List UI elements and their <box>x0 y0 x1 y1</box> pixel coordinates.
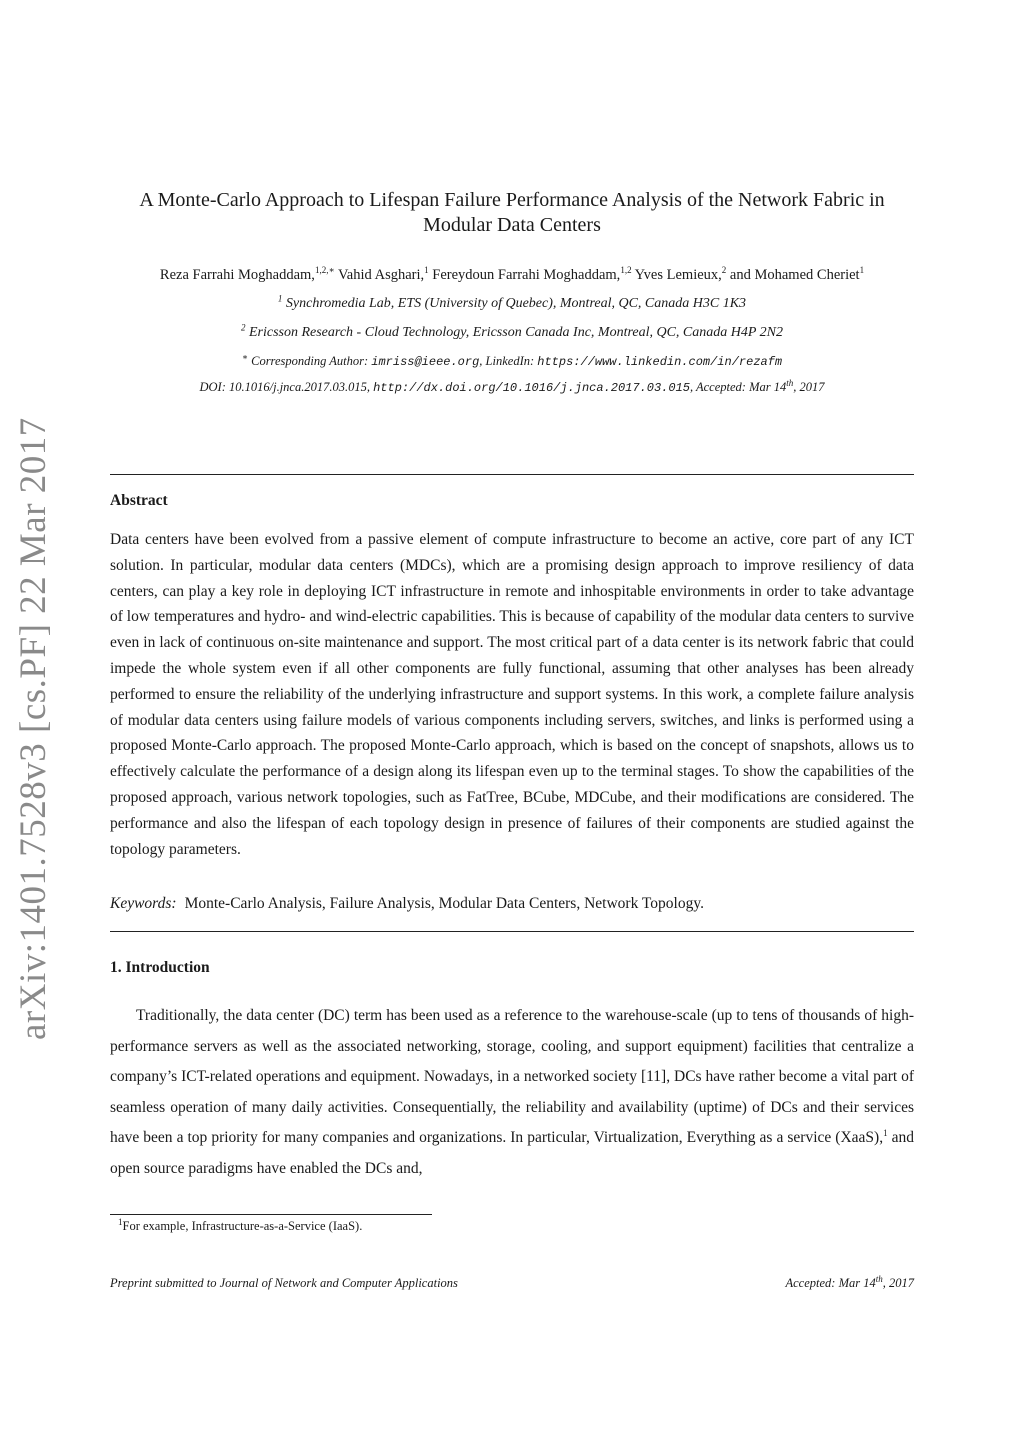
corresponding-sup: ∗ <box>241 351 248 362</box>
linkedin-label: , LinkedIn: <box>479 354 535 368</box>
author-name: Yves Lemieux, <box>634 267 722 283</box>
affiliation-text: Synchromedia Lab, ETS (University of Quebec), Montreal, QC, Canada H3C 1K3 <box>285 296 747 311</box>
author-affil-sup: 1 <box>859 265 865 276</box>
introduction-paragraph <box>110 1001 914 1185</box>
paper-title: A Monte-Carlo Approach to Lifespan Failure Performance Analysis of the Network Fabric in Modular Data Centers <box>139 189 885 236</box>
footnote-text: For example, Infrastructure-as-a-Service (IaaS). <box>122 1219 363 1233</box>
intro-text: Traditionally, the data center (DC) term has been used as a reference to the warehouse-scale (up to tens of thousands of high-performance servers as well as the associated networking, storage, cooling, and support equipment) facilities that centralize a company’s ICT-related operations and equipment. Nowadays, in a networked society [11], DCs have rather become a vital part of seamless operation of many daily activities. Consequentially, the reliability and availability (uptime) of DCs and their services have been a top priority for many companies and organizations. In particular, Virtualization, Everything as a service (XaaS), <box>110 1007 914 1147</box>
author-affil-sup: 2 <box>721 265 727 276</box>
doi-accepted: , Accepted: Mar 14 <box>689 380 787 394</box>
keywords <box>110 895 914 913</box>
arxiv-stamp: arXiv:1401.7528v3 [cs.PF] 22 Mar 2017 <box>13 417 54 1040</box>
intro-text-continued: and open source paradigms have enabled the DCs and, <box>110 1129 914 1177</box>
keywords-label: Keywords: <box>110 895 177 912</box>
author-name: Vahid Asghari, <box>337 267 425 283</box>
footer-accepted-suffix: , 2017 <box>882 1276 914 1290</box>
doi-prefix: DOI: 10.1016/j.jnca.2017.03.015, <box>199 380 370 394</box>
doi-line <box>110 377 914 395</box>
footer-accepted <box>785 1273 914 1291</box>
corresponding-author <box>110 351 914 369</box>
footer-accepted-prefix: Accepted: Mar 14 <box>785 1276 876 1290</box>
author-affil-sup: 1,2 <box>620 265 632 276</box>
author-name: Fereydoun Farrahi Moghaddam, <box>432 267 621 283</box>
doi-year: , 2017 <box>793 380 825 394</box>
footnote-rule <box>110 1214 432 1215</box>
linkedin-link[interactable]: https://www.linkedin.com/in/rezafm <box>537 355 783 369</box>
abstract-bottom-rule <box>110 931 914 932</box>
author-affil-sup: 1 <box>424 265 429 276</box>
author-affil-sup: 1,2,∗ <box>314 265 335 276</box>
corresponding-label: Corresponding Author: <box>251 354 369 368</box>
abstract-heading: Abstract <box>110 492 168 509</box>
footnote-marker[interactable]: 1 <box>883 1128 888 1139</box>
email-link[interactable]: imriss@ieee.org <box>371 355 480 369</box>
footer-journal: Preprint submitted to Journal of Network and Computer Applications <box>110 1276 458 1290</box>
affiliation-text: Ericsson Research - Cloud Technology, Ericsson Canada Inc, Montreal, QC, Canada H4P 2N2 <box>248 325 784 340</box>
affiliation-sup: 1 <box>277 293 283 304</box>
footnote <box>118 1216 363 1234</box>
footnote-number: 1 <box>118 1216 123 1227</box>
author-name: Reza Farrahi Moghaddam, <box>159 267 315 283</box>
keywords-text: Monte-Carlo Analysis, Failure Analysis, Modular Data Centers, Network Topology. <box>184 895 704 912</box>
abstract-top-rule <box>110 474 914 475</box>
doi-accepted-sup: th <box>786 377 794 388</box>
doi-link[interactable]: http://dx.doi.org/10.1016/j.jnca.2017.03.015 <box>373 381 690 395</box>
affiliation-sup: 2 <box>240 322 246 333</box>
author-list <box>110 267 914 284</box>
affiliation-1 <box>110 293 914 312</box>
section-heading-introduction: 1. Introduction <box>110 959 210 976</box>
author-name: and Mohamed Cheriet <box>729 267 860 283</box>
abstract-body: Data centers have been evolved from a passive element of compute infrastructure to become an active, core part of any ICT solution. In particular, modular data centers (MDCs), which are a promising design approach to improve resiliency of data centers, can play a key role in deploying ICT infrastructure in remote and inhospitable environments in order to take advantage of low temperatures and hydro- and wind-electric capabilities. This is because of capability of the modular data centers to survive even in lack of continuous on-site maintenance and support. The most critical part of a data center is its network fabric that could impede the whole system even if all other components are fully functional, assuming that other analyses has been already performed to ensure the reliability of the underlying infrastructure and support systems. In this work, a complete failure analysis of modular data centers using failure models of various components including servers, switches, and links is performed using a proposed Monte-Carlo approach. The proposed Monte-Carlo approach, which is based on the concept of snapshots, allows us to effectively calculate the performance of a design along its lifespan even up to the terminal stages. To show the capabilities of the proposed approach, various network topologies, such as FatTree, BCube, MDCube, and their modifications are considered. The performance and also the lifespan of each topology design in presence of failures of their components are studied against the topology parameters. <box>110 531 914 858</box>
footer-accepted-sup: th <box>875 1273 883 1284</box>
affiliation-2 <box>110 322 914 341</box>
